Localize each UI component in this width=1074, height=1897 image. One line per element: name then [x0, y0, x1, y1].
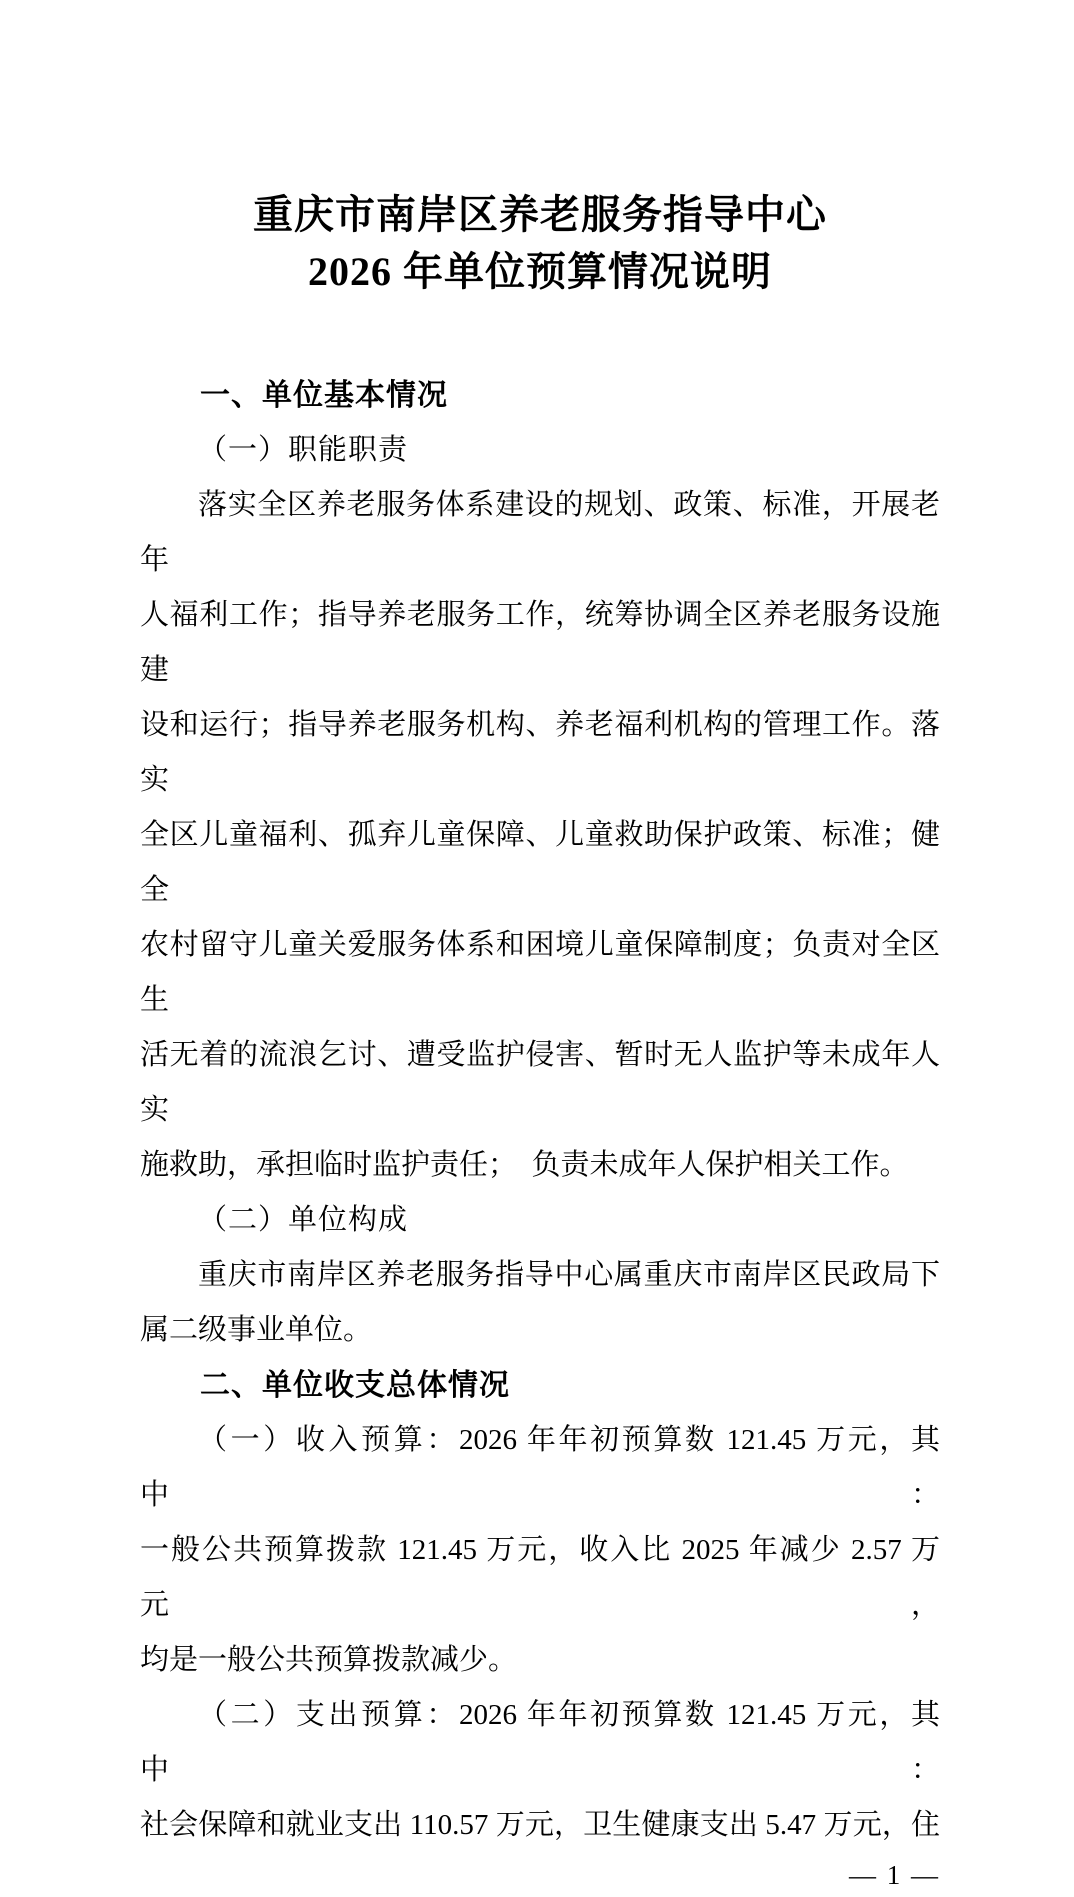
- document-title: [140, 186, 940, 300]
- body-text-line: 落实全区养老服务体系建设的规划、政策、标准，开展老年: [140, 489, 940, 576]
- paragraph-text: 2026 年年初预算数 121.45 万元，其中：: [140, 1424, 940, 1511]
- body-text-line: 全区儿童福利、孤弃儿童保障、儿童救助保护政策、标准；健全: [140, 819, 940, 906]
- body-text-line: 活无着的流浪乞讨、遭受监护侵害、暂时无人监护等未成年人实: [140, 1039, 940, 1126]
- body-text-line: 人福利工作；指导养老服务工作，统筹协调全区养老服务设施建: [140, 599, 940, 686]
- document-body: [140, 368, 940, 1853]
- document-title-line-2: 2026 年单位预算情况说明: [308, 249, 772, 294]
- body-text-line: 重庆市南岸区养老服务指导中心属重庆市南岸区民政局下: [198, 1259, 940, 1291]
- list-item-label: （二）支出预算：: [198, 1699, 459, 1731]
- body-text-line-expenditure-budget: [140, 1688, 940, 1798]
- section-heading-revenue-expenditure: 二、单位收支总体情况: [200, 1369, 510, 1402]
- body-text-line: 均是一般公共预算拨款减少。: [140, 1644, 518, 1676]
- body-text-line-revenue-budget: [140, 1413, 940, 1523]
- body-text-line: 设和运行；指导养老服务机构、养老福利机构的管理工作。落实: [140, 709, 940, 796]
- list-item-label: （一）收入预算：: [198, 1424, 459, 1456]
- subsection-heading-duties: （一）职能职责: [198, 434, 409, 466]
- body-text-line: 社会保障和就业支出 110.57 万元，卫生健康支出 5.47 万元，住: [140, 1809, 940, 1841]
- body-text-line: 属二级事业单位。: [140, 1314, 373, 1346]
- body-text-line: 施救助，承担临时监护责任； 负责未成年人保护相关工作。: [140, 1149, 909, 1181]
- subsection-heading-composition: （二）单位构成: [198, 1204, 409, 1236]
- body-text-line: 农村留守儿童关爱服务体系和困境儿童保障制度；负责对全区生: [140, 929, 940, 1016]
- document-title-line-1: 重庆市南岸区养老服务指导中心: [253, 192, 827, 237]
- section-heading-basic-info: 一、单位基本情况: [200, 379, 448, 412]
- paragraph-text: 2026 年年初预算数 121.45 万元，其中：: [140, 1699, 940, 1786]
- body-text-line: 一般公共预算拨款 121.45 万元，收入比 2025 年减少 2.57 万元，: [140, 1534, 940, 1621]
- page-number: — 1 —: [849, 1860, 940, 1890]
